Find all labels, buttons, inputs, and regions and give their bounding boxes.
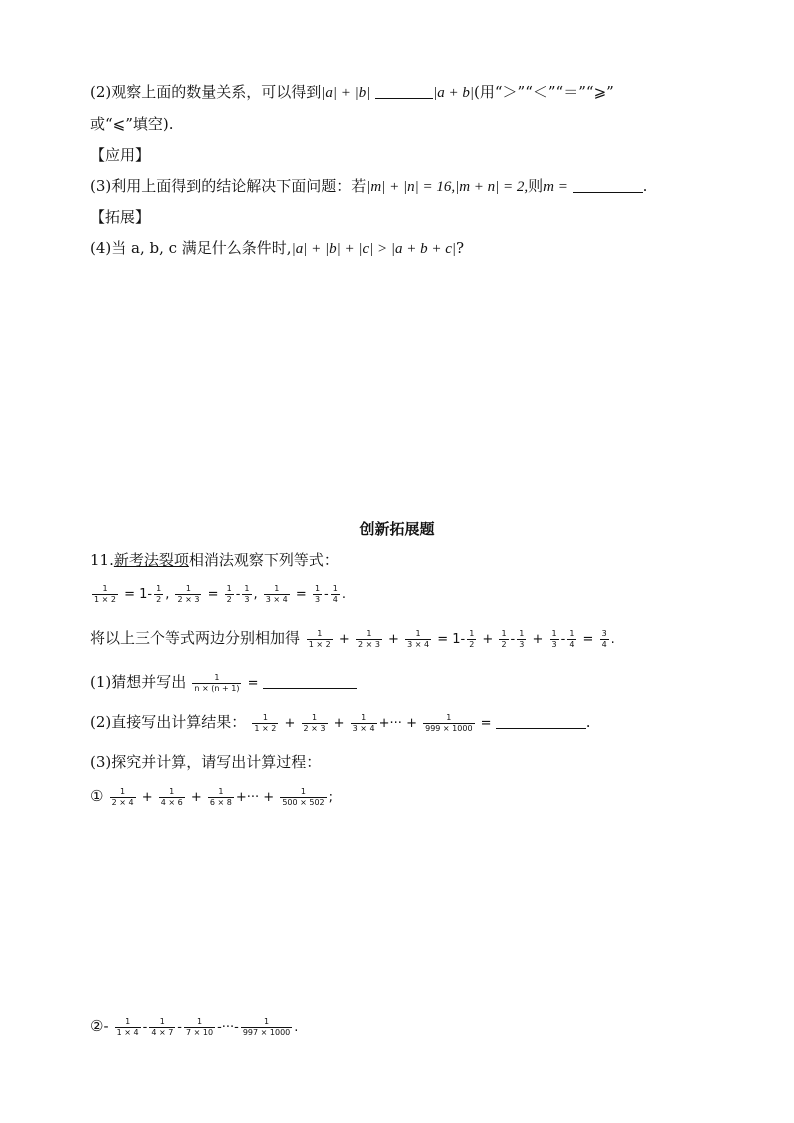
q11-sum: 将以上三个等式两边分别相加得 $\frac{1}{1 \times 2}$ + $\frac{1}{2 \times 3}$ + $\frac{1}{3 \times 4}$ = 1- $\frac{1}{2}$ + $\frac{1}{2}$ - $\frac{1}{3}$ + $\frac{1}{3}$ - $\frac{1}{4}$ = $\frac{3}{4}$ . xyxy=(90,629,615,649)
q11-part2-answer-blank[interactable] xyxy=(496,714,586,729)
q11-part1-text: (1)猜想并写出 xyxy=(90,673,187,691)
q2-expr-right: |a + b| xyxy=(433,85,475,101)
equals-text: = 1- xyxy=(124,587,153,602)
ellipsis: +··· xyxy=(378,716,402,731)
section-title: 创新拓展题 xyxy=(359,520,435,538)
q11-part1: (1)猜想并写出 $\frac{1}{n \times (n + 1)}$ = xyxy=(90,672,357,694)
q3-expr: |m| + |n| = 16,|m + n| = 2, xyxy=(366,179,529,195)
heading-apply: 【应用】 xyxy=(90,146,151,164)
ellipsis: +··· xyxy=(235,790,260,805)
q11-part2: (2)直接写出计算结果： $\frac{1}{1 \times 2}$ + $\frac{1}{2 \times 3}$ + $\frac{1}{3 \times 4}$ +··· + $\frac{1}{999 \times 1000}$ = . xyxy=(90,713,591,733)
heading-extend: 【拓展】 xyxy=(90,208,151,226)
equals-text: = 1- xyxy=(437,632,466,647)
q11-equations: $\frac{1}{1 \times 2}$ = 1- $\frac{1}{2}$ , $\frac{1}{2 \times 3}$ = $\frac{1}{2}$ - $\frac{1}{3}$ , $\frac{1}{3 \times 4}$ = $\frac{1}{3}$ - $\frac{1}{4}$ . xyxy=(94,584,346,604)
q2-options: (用“＞”“＜”“＝”“⩾” xyxy=(474,83,614,101)
q11-part2-text: (2)直接写出计算结果： xyxy=(90,713,247,731)
q3-answer-blank[interactable] xyxy=(573,178,643,193)
q11-part1-answer-blank[interactable] xyxy=(263,674,357,689)
question-2-line1 xyxy=(90,82,614,103)
fraction: $\frac{1}{2 \times 3}$ xyxy=(177,584,200,604)
q3-then: 则 xyxy=(528,177,544,195)
equals-text: = xyxy=(207,587,219,602)
q3-var: m = xyxy=(543,179,568,195)
q11-sum-text: 将以上三个等式两边分别相加得 xyxy=(90,629,301,647)
fraction: $\frac{1}{1 \times 2}$ xyxy=(94,584,116,604)
item2-last-denominator: 997 × 1000 xyxy=(242,1028,291,1037)
q11-part3-item2: ②- $\frac{1}{1 \times 4}$ - $\frac{1}{4 \times 7}$ - $\frac{1}{7 \times 10}$ -···- $\frac{1}{997 \times 1000}$ . xyxy=(90,1017,299,1037)
q2-answer-blank[interactable] xyxy=(375,84,433,99)
circle-2-marker: ②- xyxy=(90,1017,109,1035)
q11-part3-item1: ① $\frac{1}{2 \times 4}$ + $\frac{1}{4 \times 6}$ + $\frac{1}{6 \times 8}$ +··· + $\frac{1}{500 \times 502}$ ; xyxy=(90,787,334,807)
question-11-intro xyxy=(90,550,339,570)
item1-last-denominator: 500 × 502 xyxy=(282,798,325,807)
q3-end: . xyxy=(642,177,648,195)
equals-text: = xyxy=(295,587,307,602)
q2-expr-left: |a| + |b| xyxy=(321,85,371,101)
q3-text: (3)利用上面得到的结论解决下面问题：若 xyxy=(90,177,367,195)
q11-tag: 新考法裂项 xyxy=(113,551,189,569)
q2-options-end: 或“⩽”填空). xyxy=(90,115,174,133)
q11-part3: (3)探究并计算，请写出计算过程： xyxy=(90,753,322,771)
fraction: $\frac{1}{3 \times 4}$ xyxy=(265,584,288,604)
q11-part1-denominator: n × (n + 1) xyxy=(194,684,240,693)
q4-text: (4)当 a, b, c 满足什么条件时, xyxy=(90,239,292,257)
q4-end: ? xyxy=(456,239,465,257)
question-2-line2 xyxy=(90,114,174,134)
q2-text: (2)观察上面的数量关系，可以得到 xyxy=(90,83,322,101)
question-3 xyxy=(90,176,647,197)
q11-part2-last-denominator: 999 × 1000 xyxy=(425,724,473,733)
q11-number: 11. xyxy=(90,551,114,569)
ellipsis: -···- xyxy=(217,1020,239,1035)
q11-text: 相消法观察下列等式： xyxy=(188,551,339,569)
q4-expr: |a| + |b| + |c| > |a + b + c| xyxy=(291,241,456,257)
question-4 xyxy=(90,238,464,259)
circle-1-marker: ① xyxy=(90,787,104,805)
